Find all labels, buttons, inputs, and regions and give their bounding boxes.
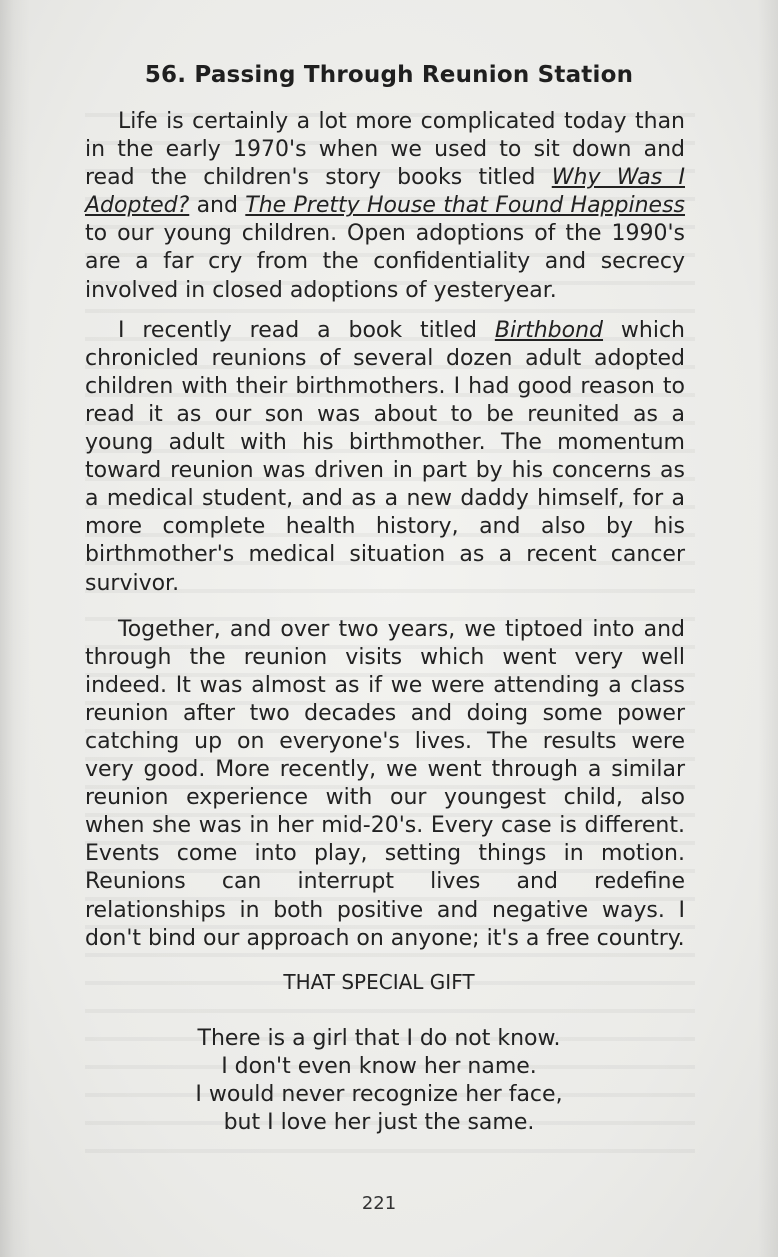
- chapter-title: 56. Passing Through Reunion Station: [144, 62, 634, 88]
- poem-line: I would never recognize her face,: [195, 1082, 563, 1107]
- poem-line: I don't even know her name.: [221, 1054, 537, 1079]
- paragraph-1-part-c: to our young children. Open adoptions of the 1990's are a far cry from the confidentiality and secrecy involved in closed adoptions of yesteryear.: [85, 221, 685, 303]
- paragraph-3: Together, and over two years, we tiptoed into and through the reunion visits which went very well indeed. It was almost as if we were attending a class reunion after two decades and doing some power catching up on everyone's lives. The results were very good. More recently, we went through a similar reunion experience with our youngest child, also when she was in her mid-20's. Every case is different. Events come into play, setting things in motion. Reunions can interrupt lives and redefine relationships in both positive and negative ways. I don't bind our approach on anyone; it's a free country.: [85, 616, 685, 951]
- paragraph-2-part-a: I recently read a book titled: [118, 317, 495, 343]
- poem: [0, 1025, 758, 1137]
- poem-line: There is a girl that I do not know.: [197, 1026, 561, 1051]
- body-text: [85, 108, 685, 953]
- paragraph-2-part-b: which chronicled reunions of several dozen adult adopted children with their birthmothers. I had good reason to read it as our son was about to be reunited as a young adult with his birthmother. The momentum toward reunion was driven in part by his concerns as a medical student, and as a new daddy himself, for a more complete health history, and also by his birthmother's medical situation as a recent cancer survivor.: [85, 317, 685, 596]
- paragraph-1: [85, 108, 685, 305]
- page-number: 221: [361, 1193, 397, 1214]
- book-title-pretty-house: The Pretty House that Found Happiness: [245, 193, 685, 219]
- book-title-why-was-i-adopted: Why Was I Adopted?: [85, 165, 685, 219]
- paragraph-2: [85, 317, 685, 598]
- poem-heading: THAT SPECIAL GIFT: [283, 970, 475, 994]
- book-title-birthbond: Birthbond: [494, 317, 604, 343]
- paragraph-1-part-a: Life is certainly a lot more complicated today than in the early 1970's when we used to sit down and read the children's story books titled: [85, 109, 685, 191]
- poem-line: but I love her just the same.: [223, 1110, 535, 1135]
- paragraph-1-part-b: and: [189, 193, 246, 219]
